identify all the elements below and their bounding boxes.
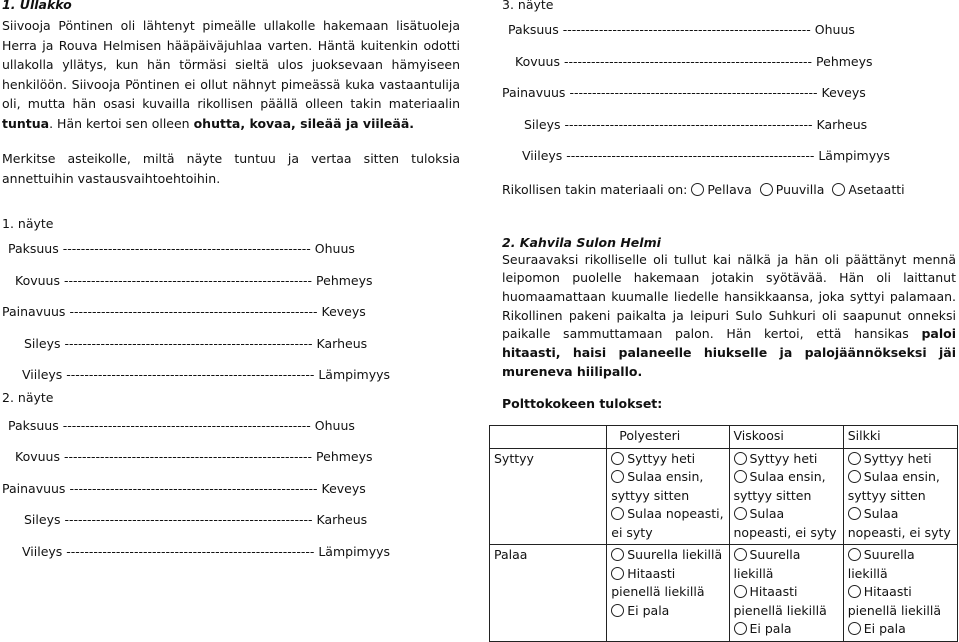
radio-button[interactable] xyxy=(848,452,861,465)
story1-text-d: ohutta, kovaa, sileää ja viileää. xyxy=(193,115,415,131)
scale-row xyxy=(2,233,460,265)
scale-left-label: Sileys xyxy=(24,512,61,527)
scale-left-label: Painavuus xyxy=(502,85,566,100)
scale-dashes: ------------------------------------------------------- xyxy=(566,148,815,163)
scale-dashes: ------------------------------------------------------- xyxy=(564,116,813,132)
scale-dashes: ------------------------------------------------------- xyxy=(563,53,813,69)
scale-left-label: Paksuus xyxy=(508,22,559,37)
story1-text-a: Siivooja Pöntinen oli lähtenyt pimeälle ullakolle hakemaan lisätuoleja Herra ja Rouva Helmisen hääpäiväjuhlaa varten. Häntä kuitenkin odotti ullakolla yllätys, kun hän törmäsi sieltä ulos juoksevaan hämyiseen henkilöön. Siivooja Pöntinen ei ollut nähnyt pimeässä kuka vastaantulija oli, mutta hän osasi kuvailla rikollisen päällä olleen takin materiaalin xyxy=(2,18,460,111)
results-table xyxy=(489,425,958,642)
table-header-cell: Polyesteri xyxy=(607,426,729,449)
option-item: Ei pala xyxy=(848,620,953,639)
scale-row xyxy=(2,328,460,360)
option-item: Hitaasti pienellä liekillä xyxy=(847,584,941,618)
scale-dashes: ------------------------------------------------------- xyxy=(64,335,313,351)
scale-right-label: Lämpimyys xyxy=(818,148,891,163)
scale-right-label: Pehmeys xyxy=(316,272,373,288)
scale-right-label: Ohuus xyxy=(314,241,355,256)
sample-2-scales xyxy=(2,410,460,568)
row-label: Syttyy xyxy=(490,448,607,545)
table-row xyxy=(490,448,958,545)
scale-row xyxy=(502,46,956,78)
scale-dashes: ------------------------------------------------------- xyxy=(69,304,318,319)
table-cell xyxy=(843,448,957,545)
radio-button[interactable] xyxy=(734,452,747,465)
sample-1-scales xyxy=(2,233,460,391)
sample-2-title: 2. näyte xyxy=(2,389,54,405)
radio-button[interactable] xyxy=(848,585,861,598)
story1-text-b: tuntua xyxy=(2,115,50,131)
sample-3-title: 3. näyte xyxy=(502,0,554,12)
scale-right-label: Pehmeys xyxy=(816,53,873,69)
scale-left-label: Painavuus xyxy=(2,304,66,319)
scale-row xyxy=(502,140,956,172)
scale-row xyxy=(2,504,460,536)
option-label: Asetaatti xyxy=(848,181,905,197)
radio-button[interactable] xyxy=(611,470,624,483)
radio-asetaatti[interactable] xyxy=(832,183,845,196)
option-item: Suurella liekillä xyxy=(733,547,801,581)
radio-button[interactable] xyxy=(734,507,747,520)
option-label: Pellava xyxy=(707,181,752,197)
scale-right-label: Karheus xyxy=(816,116,868,132)
scale-row xyxy=(2,441,460,473)
left-column xyxy=(2,0,460,567)
story2-title: 2. Kahvila Sulon Helmi xyxy=(502,234,661,250)
scale-right-label: Pehmeys xyxy=(316,449,373,464)
option-item: Sulaa nopeasti, ei syty xyxy=(733,506,837,540)
radio-button[interactable] xyxy=(734,548,747,561)
table-header-row xyxy=(490,426,958,449)
scale-row xyxy=(2,410,460,442)
material-choice xyxy=(502,182,956,197)
table-cell xyxy=(729,545,843,642)
story1-title: 1. Ullakko xyxy=(2,0,72,12)
radio-pellava[interactable] xyxy=(691,183,704,196)
table-header-cell: Silkki xyxy=(843,426,957,449)
table-header-cell xyxy=(490,426,607,449)
table-cell xyxy=(843,545,957,642)
scale-left-label: Kovuus xyxy=(515,53,560,69)
scale-right-label: Keveys xyxy=(821,85,866,100)
story1-text-c: . Hän kertoi sen olleen xyxy=(49,115,194,131)
radio-button[interactable] xyxy=(848,507,861,520)
story1-text xyxy=(2,16,460,133)
scale-dashes: ------------------------------------------------------- xyxy=(66,367,315,382)
radio-button[interactable] xyxy=(611,567,624,580)
radio-button[interactable] xyxy=(611,604,624,617)
scale-right-label: Lämpimyys xyxy=(318,543,391,559)
table-row xyxy=(490,545,958,642)
story2-text-b: paloi hitaasti, haisi palaneelle hiukselle ja palojäännökseksi jäi mureneva hiilipallo. xyxy=(502,326,956,379)
scale-right-label: Lämpimyys xyxy=(318,367,391,382)
scale-dashes: ------------------------------------------------------- xyxy=(69,480,318,496)
results-title: Polttokokeen tulokset: xyxy=(502,396,663,412)
scale-right-label: Ohuus xyxy=(814,22,855,37)
scale-right-label: Karheus xyxy=(316,335,368,351)
scale-row xyxy=(2,473,460,505)
scale-right-label: Ohuus xyxy=(314,417,355,433)
scale-left-label: Kovuus xyxy=(15,272,60,288)
scale-dashes: ------------------------------------------------------- xyxy=(66,543,315,559)
option-item: Hitaasti pienellä liekillä xyxy=(733,584,827,618)
scale-dashes: ------------------------------------------------------- xyxy=(64,512,313,527)
radio-puuvilla[interactable] xyxy=(760,183,773,196)
option-item: Sulaa ensin, syttyy sitten xyxy=(733,469,826,503)
scale-right-label: Karheus xyxy=(316,512,368,527)
scale-row xyxy=(2,536,460,568)
option-item: Sulaa ensin, syttyy sitten xyxy=(847,469,940,503)
scale-left-label: Kovuus xyxy=(15,449,60,464)
radio-button[interactable] xyxy=(848,470,861,483)
scale-dashes: ------------------------------------------------------- xyxy=(63,449,313,464)
scale-row xyxy=(2,296,460,328)
option-item: Sulaa nopeasti, ei syty xyxy=(847,506,951,540)
scale-right-label: Keveys xyxy=(321,304,366,319)
table-cell xyxy=(729,448,843,545)
story2-text xyxy=(502,251,956,382)
scale-left-label: Viileys xyxy=(522,148,563,163)
option-item: Sulaa nopeasti, ei syty xyxy=(611,506,724,540)
scale-row xyxy=(502,14,956,46)
scale-dashes: ------------------------------------------------------- xyxy=(63,272,313,288)
scale-left-label: Sileys xyxy=(24,335,61,351)
instruction-text: Merkitse asteikolle, miltä näyte tuntuu ja vertaa sitten tuloksia annettuihin vastausvaihtoehtoihin. xyxy=(2,151,460,186)
scale-dashes: ------------------------------------------------------- xyxy=(62,241,311,256)
material-label: Rikollisen takin materiaali on: xyxy=(502,181,688,197)
option-item: Sulaa ensin, syttyy sitten xyxy=(611,469,704,503)
radio-button[interactable] xyxy=(611,507,624,520)
scale-dashes: ------------------------------------------------------- xyxy=(569,85,818,100)
option-item: Ei pala xyxy=(734,620,839,639)
sample-1-title: 1. näyte xyxy=(2,216,54,231)
scale-left-label: Viileys xyxy=(22,543,63,559)
scale-row xyxy=(2,359,460,391)
scale-row xyxy=(502,77,956,109)
option-item: Hitaasti pienellä liekillä xyxy=(611,565,705,599)
story2-text-a: Seuraavaksi rikolliselle oli tullut kai nälkä ja hän oli päättänyt mennä leipomon puolelle hakemaan jotakin syötävää. Hän oli laittanut huomaamattaan kuumalle liedelle hansikkaansa, joka syttyi palamaan. Rikollinen pakeni paikalta ja leipuri Sulo Suhkuri oli saapunut onneksi paikalle sammuttamaan palon. Hän kertoi, että hansikas xyxy=(502,251,956,342)
scale-left-label: Paksuus xyxy=(8,417,59,433)
radio-button[interactable] xyxy=(734,585,747,598)
scale-row xyxy=(502,109,956,141)
radio-button[interactable] xyxy=(611,452,624,465)
scale-dashes: ------------------------------------------------------- xyxy=(562,22,811,37)
scale-left-label: Viileys xyxy=(22,367,63,382)
table-header-cell: Viskoosi xyxy=(729,426,843,449)
option-item: Syttyy heti xyxy=(734,450,839,469)
table-cell xyxy=(607,545,729,642)
scale-right-label: Keveys xyxy=(321,480,366,496)
radio-button[interactable] xyxy=(611,548,624,561)
scale-dashes: ------------------------------------------------------- xyxy=(62,417,311,433)
option-item: Syttyy heti xyxy=(848,450,953,469)
radio-button[interactable] xyxy=(734,622,747,635)
scale-left-label: Paksuus xyxy=(8,241,59,256)
scale-left-label: Painavuus xyxy=(2,480,66,496)
table-cell xyxy=(607,448,729,545)
right-column xyxy=(494,0,956,636)
option-label: Puuvilla xyxy=(775,181,825,197)
option-item: Suurella liekillä xyxy=(847,547,915,581)
scale-row xyxy=(2,265,460,297)
option-item: Ei pala xyxy=(611,602,724,621)
sample-3-scales xyxy=(502,14,956,172)
radio-button[interactable] xyxy=(848,622,861,635)
row-label: Palaa xyxy=(490,545,607,642)
option-item: Syttyy heti xyxy=(611,450,724,469)
radio-button[interactable] xyxy=(734,470,747,483)
radio-button[interactable] xyxy=(848,548,861,561)
scale-left-label: Sileys xyxy=(524,116,561,132)
option-item: Suurella liekillä xyxy=(611,546,724,565)
